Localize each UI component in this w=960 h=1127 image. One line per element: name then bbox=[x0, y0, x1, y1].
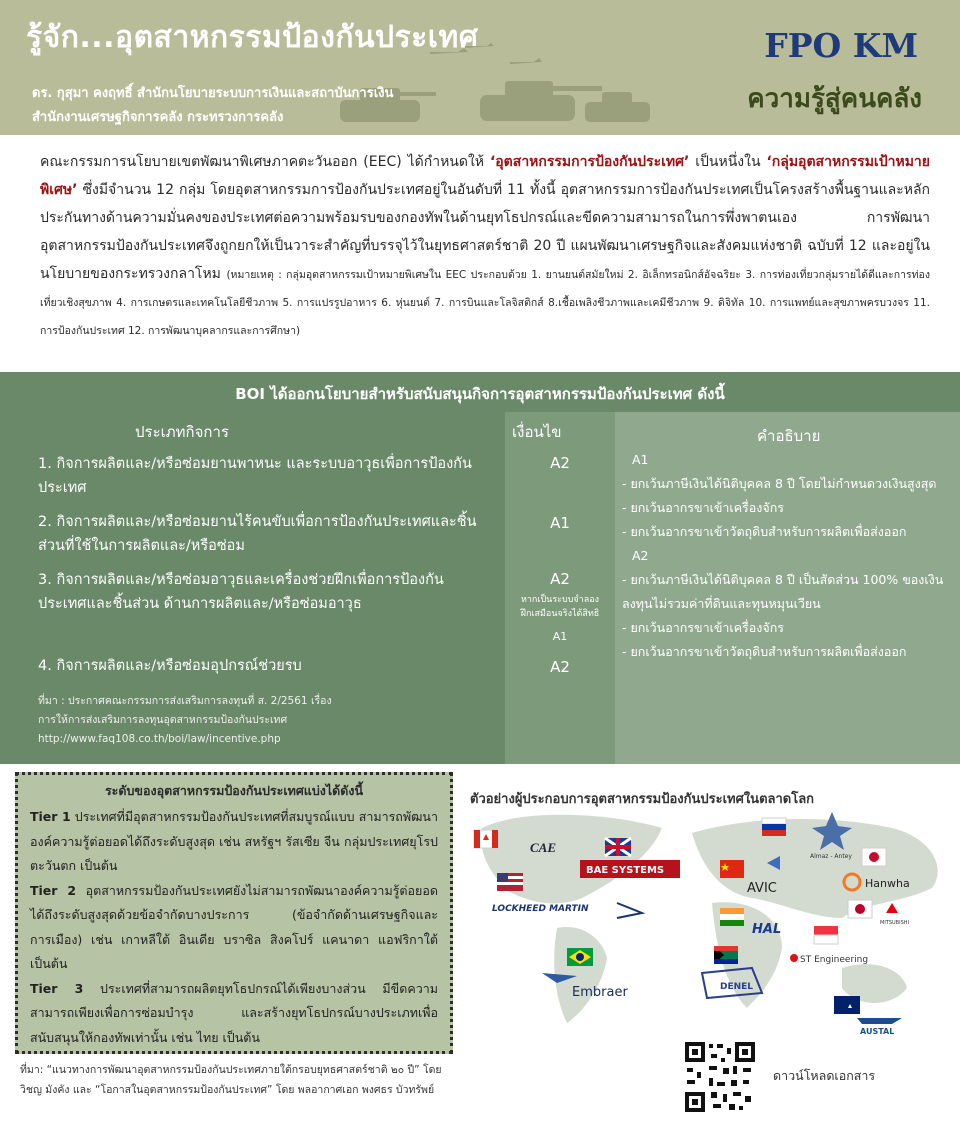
flag-japan-icon bbox=[848, 900, 872, 918]
benefit-head: A2 bbox=[632, 548, 649, 563]
tier-label: Tier 1 bbox=[30, 809, 71, 824]
author-line: สำนักงานเศรษฐกิจการคลัง กระทรวงการคลัง bbox=[32, 110, 284, 125]
flag-canada-icon bbox=[474, 830, 498, 848]
intro-quote: ‘กลุ่มอุตสาหกรรมเป้าหมายพิเศษ’ bbox=[40, 154, 930, 198]
intro-text: เป็นหนึ่งใน bbox=[689, 154, 767, 170]
hanwha-logo: Hanwha bbox=[865, 877, 910, 890]
source-link[interactable]: http://www.faq108.co.th/boi/law/incentive.php bbox=[38, 733, 281, 745]
intro-text: คณะกรรมการนโยบายเขตพัฒนาพิเศษภาคตะวันออก (EEC) ได้กำหนดให้ bbox=[40, 154, 490, 170]
avic-logo: AVIC bbox=[747, 881, 777, 896]
author-block bbox=[32, 82, 393, 130]
tier-heading: ระดับของอุตสาหกรรมป้องกันประเทศแบ่งได้ดังนี้ bbox=[104, 783, 364, 798]
author-line: ดร. กุสุมา คงฤทธิ์ สำนักนโยบายระบบการเงินและสถาบันการเงิน bbox=[32, 86, 394, 101]
intro-text: ซึ่งมีจำนวน 12 กลุ่ม โดยอุตสาหกรรมการป้องกันประเทศอยู่ในอันดับที่ 11 ทั้งนี้ อุตสาหกรรมการป้องกันประเทศเป็นโครงสร้างพื้นฐานและหลักประกันทางด้านความมั่นคงของประเทศต่อความพร้อมรบของกองทัพในด้านยุทโธปกรณ์และขีดความสามารถในการพึ่งพาตนเอง การพัฒนาอุตสาหกรรมป้องกันประเทศจึงถูกยกให้เป็นวาระสำคัญที่บรรจุไว้ในยุทธศาสตร์ชาติ 20 ปี แผนพัฒนาเศรษฐกิจและสังคมแห่งชาติ ฉบับที่ 12 และอยู่ในนโยบายของกระทรวงกลาโหม bbox=[40, 182, 930, 282]
lockheed-star-icon bbox=[617, 903, 642, 918]
intro-paragraph bbox=[40, 148, 930, 344]
mitsubishi-icon bbox=[886, 903, 898, 913]
tier-source: ที่มา: “แนวทางการพัฒนาอุตสาหกรรมป้องกันประเทศภายใต้กรอบยุทธศาสตร์ชาติ ๒๐ ปี” โดย วิชญ มังคัง และ “โอกาสในอุตสาหกรรมป้องกันประเทศ” โดย พลอากาศเอก พงศธร บัวทรัพย์ bbox=[20, 1064, 442, 1096]
tier-text: อุตสาหกรรมป้องกันประเทศยังไม่สามารถพัฒนาองค์ความรู้ต่อยอดได้ถึงระดับสูงสุดด้วยข้อจำกัดบางประการ (ข้อจำกัดด้านเศรษฐกิจและการเมือง) เช่น เกาหลีใต้ อินเดีย บราซิล สิงคโปร์ แคนาดา แอฟริกาใต้ เป็นต้น bbox=[30, 882, 438, 971]
flag-singapore-icon bbox=[814, 926, 838, 944]
flag-south-africa-icon bbox=[714, 946, 738, 964]
col-header-type: ประเภทกิจการ bbox=[135, 423, 229, 441]
business-type-item: 2. กิจการผลิตและ/หรือซ่อมยานไร้คนขับเพื่อการป้องกันประเทศและชิ้นส่วนที่ใช้ในการผลิตและ/หรือซ่อม bbox=[38, 514, 477, 554]
brand-tagline: ความรู้สู่คนคลัง bbox=[747, 84, 922, 114]
benefit-line: - ยกเว้นอากรขาเข้าเครื่องจักร bbox=[622, 620, 784, 635]
benefit-line: - ยกเว้นภาษีเงินได้นิติบุคคล 8 ปี เป็นสัดส่วน 100% ของเงินลงทุนไม่รวมค่าที่ดินและทุนหมุนเวียน bbox=[622, 572, 944, 611]
austal-logo: AUSTAL bbox=[860, 1027, 895, 1036]
flag-australia-icon bbox=[834, 996, 860, 1014]
condition-note: A1 bbox=[552, 630, 568, 643]
embraer-logo: Embraer bbox=[572, 985, 628, 1000]
tier-label: Tier 2 bbox=[30, 882, 77, 898]
world-map-title: ตัวอย่างผู้ประกอบการอุตสาหกรรมป้องกันประเทศในตลาดโลก bbox=[470, 792, 815, 807]
source-line: ที่มา : ประกาศคณะกรรมการส่งเสริมการลงทุนที่ ส. 2/2561 เรื่อง bbox=[38, 695, 332, 707]
world-map bbox=[462, 808, 952, 1036]
benefit-line: - ยกเว้นอากรขาเข้าเครื่องจักร bbox=[622, 500, 784, 515]
business-type-item: 1. กิจการผลิตและ/หรือซ่อมยานพาหนะ และระบบอาวุธเพื่อการป้องกันประเทศ bbox=[38, 456, 472, 496]
hal-logo: HAL bbox=[752, 922, 782, 937]
business-type-item: 4. กิจการผลิตและ/หรือซ่อมอุปกรณ์ช่วยรบ bbox=[38, 658, 302, 674]
boi-title: BOI ได้ออกนโยบายสำหรับสนับสนุนกิจการอุตสาหกรรมป้องกันประเทศ ดังนี้ bbox=[235, 385, 725, 403]
brand-name: FPO KM bbox=[764, 26, 918, 65]
cae-logo: CAE bbox=[530, 840, 557, 855]
condition-value: A2 bbox=[550, 454, 570, 472]
st-engineering-logo: ST Engineering bbox=[800, 955, 869, 965]
download-label[interactable]: ดาวน์โหลดเอกสาร bbox=[773, 1068, 876, 1083]
business-type-item: 3. กิจการผลิตและ/หรือซ่อมอาวุธและเครื่องช่วยฝึกเพื่อการป้องกันประเทศและชิ้นส่วน ด้านการผลิตและ/หรือซ่อมอาวุธ bbox=[38, 572, 444, 612]
flag-korea-icon bbox=[862, 848, 886, 866]
intro-note: (หมายเหตุ : กลุ่มอุตสาหกรรมเป้าหมายพิเศษใน EEC ประกอบด้วย 1. ยานยนต์สมัยใหม่ 2. อิเล็กทรอนิกส์อัจฉริยะ 3. การท่องเที่ยวกลุ่มรายได้ดีและการท่องเที่ยวเชิงสุขภาพ 4. การเกษตรและเทคโนโลยีชีวภาพ 5. การแปรรูปอาหาร 6. หุ่นยนต์ 7. การบินและโลจิสติกส์ 8.เชื้อเพลิงชีวภาพและเคมีชีวภาพ 9. ดิจิทัล 10. การแพทย์และสุขภาพครบวงจร 11. การป้องกันประเทศ 12. การพัฒนาบุคลากรและการศึกษา) bbox=[40, 269, 930, 337]
tier-1 bbox=[30, 805, 438, 879]
boi-source bbox=[38, 692, 332, 749]
col-header-condition: เงื่อนไข bbox=[512, 423, 562, 441]
benefit-head: A1 bbox=[632, 452, 649, 467]
flag-brazil-icon bbox=[567, 948, 593, 966]
boi-policy-section bbox=[0, 372, 960, 764]
source-line: การให้การส่งเสริมการลงทุนอุตสาหกรรมป้องกันประเทศ bbox=[38, 714, 288, 726]
tier-text: ประเทศที่สามารถผลิตยุทโธปกรณ์ได้เพียงบางส่วน มีขีดความสามารถเพียงเพื่อการซ่อมบำรุง และสร้างยุทโธปกรณ์บางประเภทเพื่อสนับสนุนให้กองทัพเท่านั้น เช่น ไทย เป็นต้น bbox=[30, 980, 438, 1045]
lockheed-logo: LOCKHEED MARTIN bbox=[492, 904, 589, 914]
condition-note: หากเป็นระบบจำลอง bbox=[520, 595, 600, 605]
almaz-logo: Almaz - Antey bbox=[810, 853, 852, 860]
tier-3 bbox=[30, 977, 438, 1051]
flag-russia-icon bbox=[762, 818, 786, 836]
benefit-line: - ยกเว้นภาษีเงินได้นิติบุคคล 8 ปี โดยไม่กำหนดวงเงินสูงสุด bbox=[622, 476, 937, 491]
flag-uk-icon bbox=[605, 838, 631, 856]
flag-india-icon bbox=[720, 908, 744, 926]
austal-wave-icon bbox=[857, 1018, 902, 1024]
tier-text: ประเทศที่มีอุตสาหกรรมป้องกันประเทศที่สมบูรณ์แบบ สามารถพัฒนาองค์ความรู้ต่อยอดได้ถึงระดับสูงสุด เช่น สหรัฐฯ รัสเซีย จีน กลุ่มประเทศยุโรปตะวันตก เป็นต้น bbox=[30, 809, 438, 873]
intro-quote: ‘อุตสาหกรรมการป้องกันประเทศ’ bbox=[489, 154, 690, 170]
flag-usa-icon bbox=[497, 873, 523, 891]
flag-china-icon bbox=[720, 860, 744, 878]
benefit-description bbox=[622, 448, 952, 664]
tier-label: Tier 3 bbox=[30, 980, 84, 996]
condition-note: ฝึกเสมือนจริงได้สิทธิ bbox=[520, 609, 600, 619]
tier-box bbox=[15, 772, 453, 1054]
bae-logo: BAE SYSTEMS bbox=[586, 865, 665, 876]
benefit-line: - ยกเว้นอากรขาเข้าวัตถุดิบสำหรับการผลิตเพื่อส่งออก bbox=[622, 524, 907, 539]
st-engineering-icon bbox=[790, 954, 798, 962]
benefit-line: - ยกเว้นอากรขาเข้าวัตถุดิบสำหรับการผลิตเพื่อส่งออก bbox=[622, 644, 907, 659]
col-header-description: คำอธิบาย bbox=[757, 427, 821, 445]
qr-code-icon[interactable] bbox=[683, 1040, 757, 1114]
denel-logo: DENEL bbox=[720, 982, 754, 992]
page-title: รู้จัก...อุตสาหกรรมป้องกันประเทศ bbox=[26, 20, 479, 55]
header-banner bbox=[0, 0, 960, 135]
condition-value: A1 bbox=[550, 514, 570, 532]
tier-2 bbox=[30, 879, 438, 977]
condition-value: A2 bbox=[550, 658, 570, 676]
mitsubishi-logo: MITSUBISHI bbox=[880, 920, 909, 926]
condition-value: A2 bbox=[550, 570, 570, 588]
